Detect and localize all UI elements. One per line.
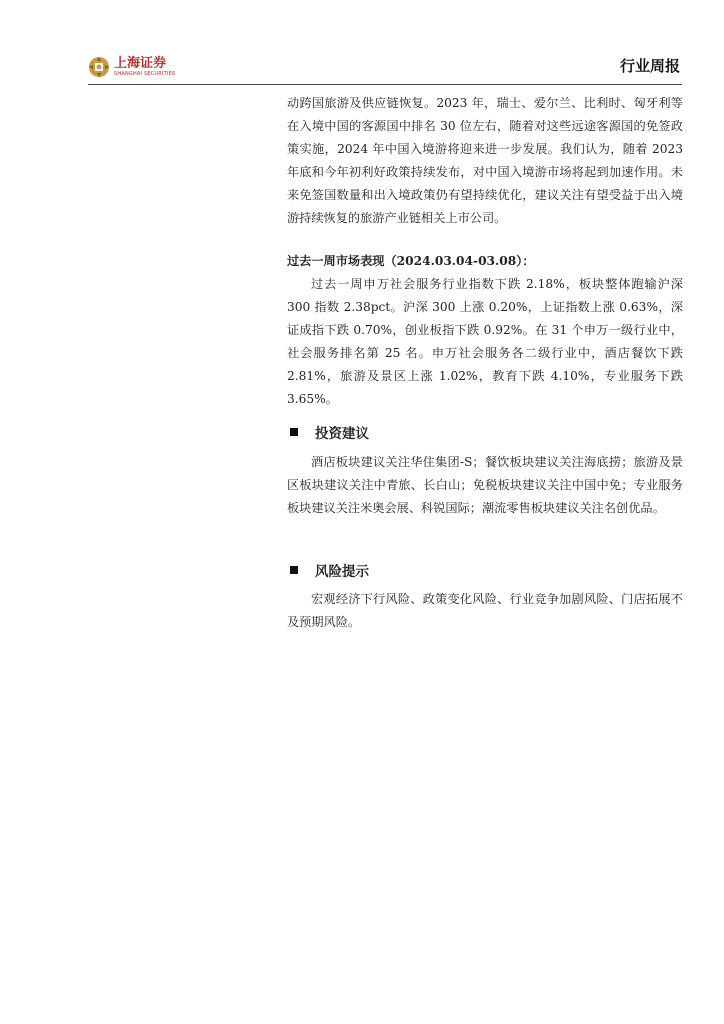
market-heading: 过去一周市场表现（2024.03.04-03.08）： — [287, 254, 535, 268]
logo-name: 上海证券 — [114, 55, 167, 71]
investment-title-text: 投资建议 — [315, 426, 369, 442]
report-type-label: 行业周报 — [619, 57, 680, 75]
header-divider — [88, 84, 682, 85]
risk-section-title — [290, 560, 369, 580]
logo-mark-icon — [88, 56, 110, 78]
logo-english-name: SHANGHAI SECURITIES — [114, 70, 176, 77]
body-text-top — [287, 92, 683, 411]
square-bullet-icon — [290, 428, 298, 436]
page-header — [0, 0, 724, 90]
square-bullet-icon — [290, 566, 298, 574]
company-logo — [88, 56, 175, 78]
investment-section-title — [290, 422, 369, 442]
investment-paragraph: 酒店板块建议关注华住集团-S；餐饮板块建议关注海底捞；旅游及景区板块建议关注中青旅、长白山；免税板块建议关注中国中免；专业服务板块建议关注米奥会展、科锐国际；潮流零售板块建议关注名创优品。 — [287, 455, 683, 515]
investment-section — [287, 451, 683, 520]
risk-title-text: 风险提示 — [315, 564, 369, 580]
risk-paragraph: 宏观经济下行风险、政策变化风险、行业竞争加剧风险、门店拓展不及预期风险。 — [287, 592, 683, 629]
market-paragraph: 过去一周申万社会服务行业指数下跌 2.18%，板块整体跑输沪深 300 指数 2.38pct。沪深 300 上涨 0.20%，上证指数上涨 0.63%，深证成指下跌 0.70%，创业板指下跌 0.92%。在 31 个申万一级行业中，社会服务排名第 25 名。申万社会服务各二级行业中，酒店餐饮下跌 2.81%，旅游及景区上涨 1.02%，教育下跌 4.10%，专业服务下跌 3.65%。 — [287, 277, 683, 406]
intro-paragraph: 动跨国旅游及供应链恢复。2023 年，瑞士、爱尔兰、比利时、匈牙利等在入境中国的客源国中排名 30 位左右，随着对这些远途客源国的免签政策实施，2024 年中国入境游将迎来进一步发展。我们认为，随着 2023 年底和今年初利好政策持续发布，对中国入境游市场将起到加速作用。未来免签国数量和出入境政策仍有望持续优化，建议关注有望受益于出入境游持续恢复的旅游产业链相关上市公司。 — [287, 96, 683, 225]
risk-section — [287, 588, 683, 634]
